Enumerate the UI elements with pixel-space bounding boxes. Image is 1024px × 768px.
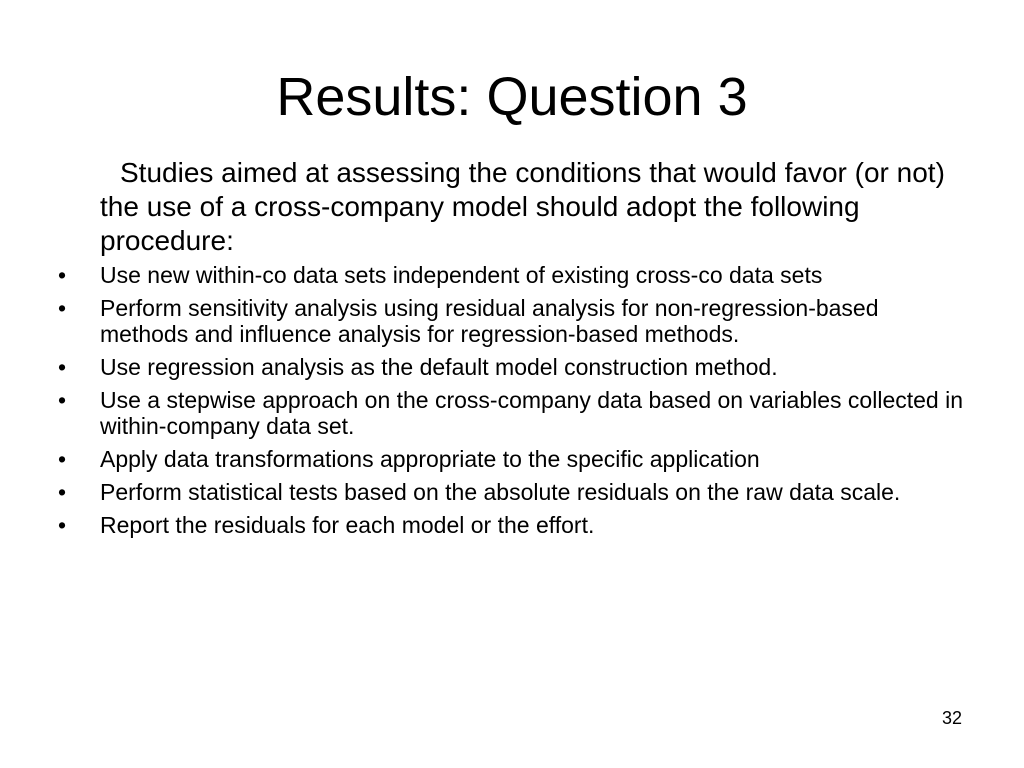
bullet-text: Perform statistical tests based on the absolute residuals on the raw data scale. xyxy=(100,479,901,505)
intro-text: Studies aimed at assessing the conditions that would favor (or not) the use of a cross-company model should adopt the following procedure: xyxy=(100,157,945,256)
bullet-icon: • xyxy=(58,295,67,321)
slide-title: Results: Question 3 xyxy=(276,67,748,127)
bullet-text: Use regression analysis as the default model construction method. xyxy=(100,354,778,380)
bullet-item xyxy=(58,387,968,439)
bullet-item xyxy=(58,262,968,288)
bullet-icon: • xyxy=(58,512,67,538)
bullet-item xyxy=(58,512,968,538)
bullet-item xyxy=(58,295,968,347)
bullet-text: Use new within-co data sets independent of existing cross-co data sets xyxy=(100,262,823,288)
bullet-list xyxy=(58,262,968,545)
intro-paragraph xyxy=(100,156,970,258)
bullet-icon: • xyxy=(58,354,67,380)
bullet-icon: • xyxy=(58,387,67,413)
bullet-icon: • xyxy=(58,446,67,472)
bullet-text: Use a stepwise approach on the cross-company data based on variables collected in within-company data set. xyxy=(100,387,963,439)
bullet-icon: • xyxy=(58,479,67,505)
bullet-text: Report the residuals for each model or the effort. xyxy=(100,512,595,538)
page-number: 32 xyxy=(941,708,962,728)
bullet-item xyxy=(58,446,968,472)
bullet-icon: • xyxy=(58,262,67,288)
bullet-item xyxy=(58,479,968,505)
bullet-text: Perform sensitivity analysis using residual analysis for non-regression-based methods and influence analysis for regression-based methods. xyxy=(100,295,879,347)
bullet-item xyxy=(58,354,968,380)
bullet-text: Apply data transformations appropriate to the specific application xyxy=(100,446,760,472)
